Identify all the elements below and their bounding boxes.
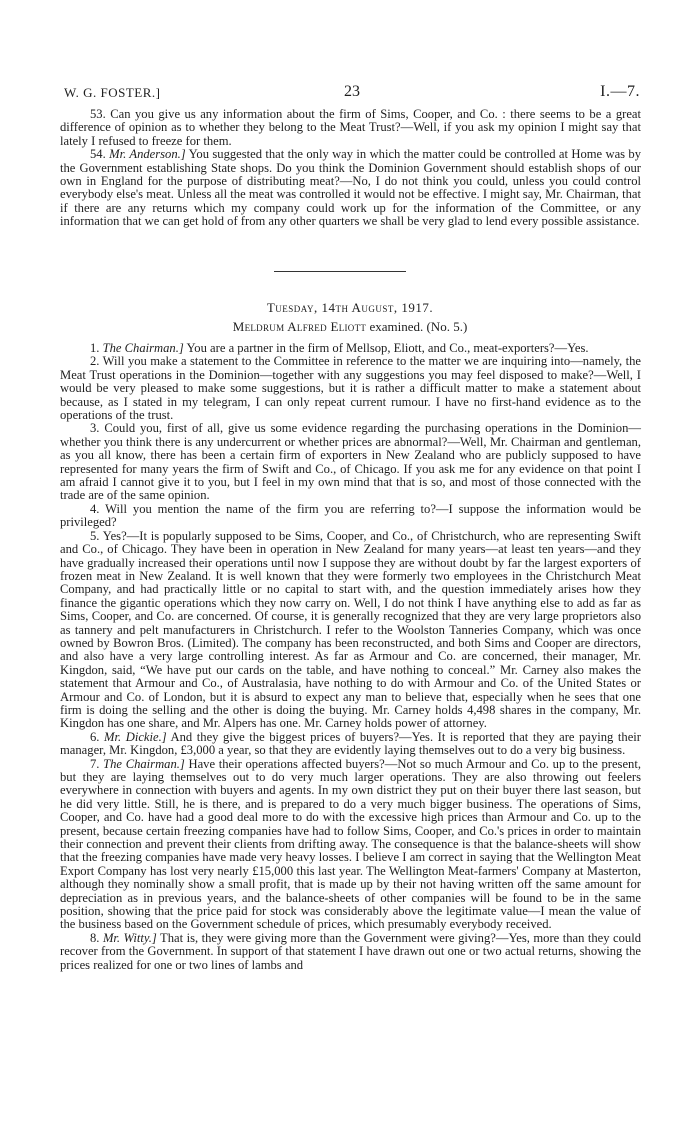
question-number: 5. (90, 528, 100, 543)
question-paragraph (60, 355, 641, 422)
question-text: Could you, first of all, give us some evidence regarding the purchasing operations in the Dominion—whether you think there is any undercurrent or whether prices are abnormal?—Well, Mr. Chairman and gentleman, as you all know, there has been a certain firm of exporters in New Zealand who are publicly supposed to have represented for many years the firm of Swift and Co., of Chicago. If you ask me for any evidence on that point I am afraid I cannot give it to you, but I feel in my own mind that that is so, and most of those connected with the trade are of the same opinion. (60, 421, 641, 503)
question-paragraph (60, 530, 641, 731)
question-text: Will you make a statement to the Committee in reference to the matter we are inquiring into—namely, the Meat Trust operations in the Dominion—together with any suggestions you may feel disposed to make?—Well, I would be very pleased to make some suggestions, but it is rather a difficult matter to make a statement about because, as I stated in my telegram, I can only repeat current rumour. I have no first-hand evidence as to the operations of the trust. (60, 354, 642, 423)
question-number: 8. (90, 930, 100, 945)
session-date-heading: Tuesday, 14th August, 1917. (266, 300, 434, 315)
witness-heading (0, 319, 700, 335)
question-text: Yes?—It is popularly supposed to be Sims, Cooper, and Co., of Christchurch, who are representing Swift and Co., of Chicago. They have been in operation in New Zealand for many years—at least ten years—and they have gradually increased their operations until now I suppose they are without doubt by far the largest exporters of frozen meat in New Zealand. It is well known that they were formerly two employees in the Christchurch Meat Company, and had practically little or no capital to start with, and the question immediately arises how they finance the gigantic operations which they now carry on. Well, I do not think I have anything else to add as far as Sims, Cooper, and Co. are concerned. Of course, it is generally recognized that they are very large proprietors also as tannery and pelt manufacturers in Christchurch. I refer to the Woolston Tanneries Company, which was once owned by Bowron Bros. (Limited). The company has been reconstructed, and both Sims and Cooper are directors, and also have a very large controlling interest. As far as Armour and Co. are concerned, their manager, Mr. Kingdon, said, “We have put our cards on the table, and have nothing to conceal.” Mr. Carney also makes the statement that Armour and Co., of Australasia, have nothing to do with Armour and Co. of the United States or Armour and Co. of London, but it is absurd to expect any man to believe that, especially when he sees that one firm is doing the selling and the other is doing the buying. Mr. Carney holds 4,498 shares in the company, Mr. Kingdon has one share, and Mr. Alpers has one. Mr. Carney holds power of attorney. (60, 528, 641, 731)
document-reference: I.—7. (600, 83, 640, 100)
question-number: 53. (90, 107, 106, 121)
question-paragraph (60, 422, 641, 502)
section-divider (274, 271, 406, 272)
evidence-block (60, 342, 641, 972)
header-witness-name: W. G. FOSTER.] (64, 85, 161, 100)
question-text: You are a partner in the firm of Mellsop, Eliott, and Co., meat-exporters?—Yes. (186, 341, 589, 355)
question-paragraph (60, 108, 641, 148)
question-paragraph (60, 731, 641, 758)
question-text: You suggested that the only way in which the matter could be controlled at Home was by the Government establishing State shops. Do you think the Dominion Government should establish shops of our own in England for the purpose of distributing meat?—No, I do not think you could, unless you could control everybody else's meat. Unless all the meat was controlled it would not be effective. I might say, Mr. Chairman, that if there are any returns which my company could work up for the information of the Committee, or any information that we can get hold of from any other quarters we shall be very glad to lend every possible assistance. (60, 147, 641, 229)
speaker-name: The Chairman.] (103, 756, 185, 771)
question-text: Can you give us any information about the firm of Sims, Cooper, and Co. : there seems to be a great difference of opinion as to whether they belong to the Meat Trust?—Well, if you ask my opinion I might say that lately I refused to freeze for them. (60, 107, 641, 148)
question-paragraph (60, 758, 641, 932)
witness-name: Meldrum Alfred Eliott (232, 319, 367, 334)
speaker-name: The Chairman.] (102, 341, 184, 355)
speaker-name: Mr. Dickie.] (104, 729, 167, 744)
question-number: 1. (90, 341, 100, 355)
question-number: 7. (90, 756, 100, 771)
witness-examined-label: examined. (No. 5.) (369, 319, 468, 334)
question-paragraph (60, 932, 641, 972)
question-paragraph (60, 342, 641, 355)
question-text: And they give the biggest prices of buyers?—Yes. It is reported that they are paying their manager, Mr. Kingdon, £3,000 a year, so that they are evidently laying themselves out to do a very big business. (60, 729, 641, 758)
previous-evidence-block (60, 108, 641, 229)
speaker-name: Mr. Witty.] (102, 930, 157, 945)
question-number: 6. (90, 729, 100, 744)
question-text: That is, they were giving more than the Government were giving?—Yes, more than they could recover from the Government. In support of that statement I have drawn out one or two actual returns, showing the prices realized for one or two lines of lambs and (60, 930, 642, 972)
speaker-name: Mr. Anderson.] (109, 147, 186, 162)
question-number: 3. (90, 421, 100, 436)
question-text: Have their operations affected buyers?—Not so much Armour and Co. up to the present, but they are laying themselves out to do very much larger operations. They are also throwing out feelers everywhere in connection with buyers and agents. In my own district they put on their buyer there last season, but he did very little. Still, he is there, and is prepared to do a very much bigger business. The operations of Sims, Cooper, and Co. have had a good deal more to do with the excessive high prices than Armour and Co. up to the present, because certain freezing companies have had to follow Sims, Cooper, and Co.'s prices in order to maintain their connection and prevent their clients from drifting away. The consequence is that the balance-sheets will show that the freezing companies have made very heavy losses. I believe I am correct in saying that the Wellington Meat Export Company has lost very nearly £15,000 this last year. The Wellington Meat-farmers' Company at Masterton, although they nominally show a small profit, that is made up by their not having written off the same amount for depreciation as in previous years, and the balance-sheets of other companies will be found to be in the same position, showing that the price paid for stock was considerably above the legitimate value—I mean the value of the business based on the Government schedule of prices, which presumably everybody received. (60, 756, 641, 932)
question-paragraph (60, 148, 641, 228)
question-number: 54. (90, 147, 106, 162)
question-paragraph (60, 503, 641, 530)
question-number: 4. (90, 501, 100, 516)
question-number: 2. (90, 354, 100, 369)
question-text: Will you mention the name of the firm you are referring to?—I suppose the information would be privileged? (60, 501, 641, 530)
page-header (64, 85, 640, 105)
page-number: 23 (344, 83, 360, 100)
